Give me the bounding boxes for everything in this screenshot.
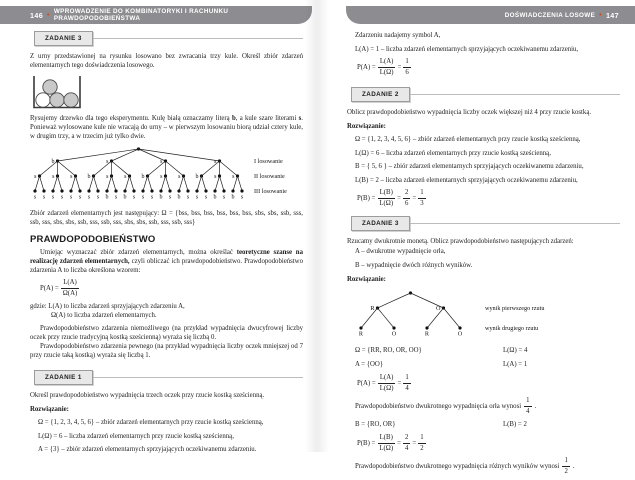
section-title: PRAWDOPODOBIEŃSTWO: [30, 234, 156, 245]
svg-text:s: s: [78, 194, 82, 201]
svg-text:s: s: [168, 194, 172, 201]
svg-text:s: s: [33, 194, 37, 201]
zadanie-3-task-right: Rzucamy dwukrotnie monetą. Oblicz prawdopodobieństwo następujących zdarzeń:: [347, 238, 574, 245]
solution-line: B – wypadnięcie dwóch różnych wyników.: [355, 261, 473, 269]
chapter-title: WPROWADZENIE DO KOMBINATORYKI I RACHUNKU PRAWDOPODOBIEŃSTWA: [53, 8, 229, 22]
zadanie-3-heading: [30, 31, 303, 46]
heading-rule: [93, 38, 303, 39]
svg-text:s: s: [178, 174, 181, 180]
zadanie-2-label: ZADANIE 2: [351, 87, 410, 102]
definition-pair: Ω = {RR, RO, OR, OO} L(Ω) = 4: [355, 346, 528, 354]
svg-text:s: s: [87, 194, 91, 201]
header-bullet-icon: •: [599, 11, 602, 19]
solution-label: Rozwiązanie:: [347, 123, 386, 130]
svg-text:s: s: [52, 174, 55, 180]
svg-text:s: s: [106, 159, 109, 165]
tree-diagram-coin: [347, 288, 617, 342]
svg-text:s: s: [240, 194, 244, 201]
svg-text:s: s: [186, 194, 190, 201]
zadanie-1-heading: [30, 370, 303, 385]
definition-pair: B = {RO, OR} L(B) = 2: [355, 420, 527, 428]
solution-line: L(Ω) = 6 – liczba zdarzeń elementarnych przy rzucie kostką sześcienną,: [38, 432, 234, 440]
svg-text:s: s: [132, 194, 136, 201]
svg-text:s: s: [69, 194, 73, 201]
fraction: $\frac{1}{2}$: [564, 456, 568, 475]
note-certain-event: Prawdopodobieństwo zdarzenia pewnego (na przykład wypadnięcia liczby oczek mniejszej od 7 przy rzucie taką kostką) wyraża się liczbą 1.: [30, 343, 303, 359]
svg-text:b: b: [177, 194, 181, 201]
svg-text:s: s: [141, 194, 145, 201]
svg-text:I losowanie: I losowanie: [254, 158, 283, 165]
svg-text:s: s: [204, 194, 208, 201]
fraction: $\frac{1}{6}$: [405, 58, 409, 76]
fraction: $\frac{1}{3}$: [420, 189, 424, 207]
zadanie-2-result-formula: P(B) = $\frac{L(B)}{L(\Omega)}$ = $\frac{2}{6}$ = $\frac{1}{3}$: [357, 189, 424, 207]
solution-line: Ω = {1, 2, 3, 4, 5, 6} – zbiór zdarzeń elementarnych przy rzucie kostką sześcienną,: [355, 136, 581, 143]
svg-text:s: s: [34, 174, 37, 180]
page-number-left: 146: [30, 10, 44, 20]
zadanie-1-task: Określ prawdopodobieństwo wypadnięcia trzech oczek przy rzucie kostką sześcienną.: [30, 392, 265, 399]
probability-intro: Umiejąc wyznaczać zbiór zdarzeń elementarnych, można określać teoretyczne szanse na realizację zdarzeń elementarnych, czyli obliczać ich prawdopodobieństwo. Prawdopodobieństwo zdarzenia A to liczba określona wzorem:: [30, 249, 303, 274]
solution-line: L(A) = 1 – liczba zdarzeń elementarnych sprzyjających oczekiwanemu zdarzeniu,: [355, 45, 579, 53]
fraction: $\frac{L(B)}{L(\Omega)}$: [379, 433, 394, 452]
svg-text:b: b: [159, 194, 163, 201]
svg-text:s: s: [114, 194, 118, 201]
omega-and-event-a: [347, 346, 620, 369]
svg-text:wynik drugiego rzutu: wynik drugiego rzutu: [485, 324, 539, 332]
fraction: $\frac{L(A)}{L(\Omega)}$: [379, 58, 394, 76]
zadanie-2-task: Oblicz prawdopodobieństwo wypadnięcia liczby oczek większej niż 4 przy rzucie kostką.: [347, 109, 592, 116]
zadanie-3-label-right: ZADANIE 3: [351, 216, 410, 231]
svg-text:s: s: [124, 174, 127, 180]
svg-text:b: b: [87, 174, 91, 180]
svg-text:s: s: [195, 194, 199, 201]
zadanie-1-label: ZADANIE 1: [34, 370, 93, 385]
svg-text:s: s: [96, 194, 100, 201]
fraction: $\frac{2}{4}$: [404, 433, 409, 452]
heading-rule: [410, 94, 620, 95]
legend-line-2: Ω(A) to liczba zdarzeń elementarnych.: [51, 312, 157, 319]
svg-text:s: s: [160, 174, 163, 180]
svg-text:s: s: [214, 159, 217, 165]
svg-text:s: s: [42, 194, 46, 201]
definition-pair: A = {OO} L(A) = 1: [355, 360, 528, 368]
svg-text:s: s: [214, 174, 217, 180]
fraction: $\frac{L(A)}{\Omega(A)}$: [62, 279, 78, 297]
solution-line: A = {3} – zbiór zdarzeń elementarnych sprzyjających oczekiwanemu zdarzeniu.: [38, 446, 257, 453]
heading-rule: [93, 377, 303, 378]
page-header-left: [0, 6, 312, 24]
note-impossible-event: Prawdopodobieństwo zdarzenia niemożliwego (na przykład wypadnięcia dwucyfrowej liczby oczek przy rzucie tradycyjną kostką sześcienną) wyraża się liczbą 0.: [30, 325, 303, 341]
formula-legend: [30, 302, 303, 320]
zadanie-2-heading: [347, 87, 620, 102]
page-number-right: 147: [605, 10, 619, 20]
page-left: [0, 0, 317, 452]
tree-diagram-urn: [30, 145, 310, 205]
heading-rule: [410, 223, 620, 224]
svg-text:R: R: [370, 304, 375, 312]
svg-text:II losowanie: II losowanie: [254, 173, 285, 180]
header-bullet-icon: •: [47, 11, 50, 19]
page-right: [317, 0, 635, 475]
svg-text:III losowanie: III losowanie: [254, 188, 287, 195]
svg-text:s: s: [70, 174, 73, 180]
tree-explanation: Rysujemy drzewko dla tego eksperymentu. Kulę białą oznaczamy literą b, a kule szare literami s. Ponieważ wylosowane kule nie wracają do urny – w pierwszym losowaniu biorą udział cztery kule, w drugim trzy, a w trzecim już tylko dwie.: [30, 115, 303, 140]
svg-text:b: b: [105, 194, 109, 201]
fraction: $\frac{L(B)}{L(\Omega)}$: [379, 189, 394, 207]
page-header-right: [346, 6, 635, 24]
zadanie-3-task: Z urny przedstawionej na rysunku losowano bez zwracania trzy kule. Określ zbiór zdarzeń elementarnych tego doświadczenia losowego.: [30, 53, 303, 69]
solution-label: Rozwiązanie:: [347, 275, 386, 283]
svg-text:b: b: [141, 174, 145, 180]
solution-label: Rozwiązanie:: [30, 406, 69, 413]
zadanie-3-label: ZADANIE 3: [34, 31, 93, 46]
left-content-column: [30, 31, 303, 459]
zadanie-1-solution: [30, 418, 303, 454]
svg-text:O: O: [436, 304, 441, 312]
svg-text:s: s: [232, 174, 235, 180]
svg-text:s: s: [106, 174, 109, 180]
event-b-formula: P(B) = $\frac{L(B)}{L(\Omega)}$ = $\frac{2}{4}$ = $\frac{1}{2}$: [357, 433, 424, 452]
svg-text:b: b: [213, 194, 217, 201]
svg-text:b: b: [231, 194, 235, 201]
svg-text:b: b: [123, 194, 127, 201]
event-a-formula: P(A) = $\frac{L(A)}{L(\Omega)}$ = $\frac{1}{4}$: [357, 373, 409, 392]
zadanie-1-result-formula: P(A) = $\frac{L(A)}{L(\Omega)}$ = $\frac{1}{6}$: [357, 58, 409, 76]
svg-text:b: b: [195, 174, 199, 180]
omega-set-text: Zbiór zdarzeń elementarnych jest następujący: Ω = {bss, bss, bss, bss, bss, bss, sbs, sbs, ssb, sss, ssb, sss, sbs, sbs, ssb, sss, ssb, sss, sbs, sbs, ssb, sss, ssb, sss}: [30, 210, 303, 226]
fraction: $\frac{1}{4}$: [526, 396, 530, 415]
event-b-conclusion: Prawdopodobieństwo dwukrotnego wypadnięcia różnych wyników wynosi $\frac{1}{2}$ .: [355, 456, 575, 475]
svg-text:b: b: [51, 159, 55, 165]
svg-text:R: R: [424, 330, 430, 337]
event-b-definition: [347, 420, 620, 429]
right-content-column: [347, 31, 620, 480]
zadanie-3-heading-right: [347, 216, 620, 231]
svg-text:R: R: [358, 330, 364, 337]
fraction: $\frac{2}{6}$: [404, 189, 409, 207]
solution-line: Ω = {1, 2, 3, 4, 5, 6} – zbiór zdarzeń elementarnych przy rzucie kostką sześcienną,: [38, 419, 264, 426]
zadanie-3-events: [347, 247, 620, 270]
fraction: $\frac{1}{2}$: [420, 433, 424, 452]
solution-line: B = { 5, 6 } – zbiór zdarzeń elementarnych sprzyjających oczekiwanemu zdarzeniu,: [355, 163, 584, 170]
fraction: $\frac{L(A)}{L(\Omega)}$: [379, 373, 394, 392]
probability-formula: P(A) = $\frac{L(A)}{\Omega(A)}$: [40, 279, 78, 297]
svg-text:s: s: [60, 194, 64, 201]
chapter-title-right: DOŚWIADCZENIA LOSOWE: [504, 11, 596, 19]
svg-text:O: O: [457, 330, 463, 337]
zadanie-2-solution: [347, 135, 620, 185]
solution-line: L(Ω) = 6 – liczba zdarzeń elementarnych przy rzucie kostką sześcienną,: [355, 149, 551, 157]
solution-line: L(B) = 2 – liczba zdarzeń elementarnych sprzyjających oczekiwanemu zdarzeniu,: [355, 176, 578, 184]
svg-text:s: s: [150, 194, 154, 201]
legend-line-1: gdzie: L(A) to liczba zdarzeń sprzyjających zdarzeniu A,: [30, 303, 185, 310]
solution-line: A – dwukrotne wypadnięcie orła,: [355, 248, 446, 255]
urn-diagram: [30, 74, 84, 110]
svg-text:s: s: [51, 194, 55, 201]
zadanie-1-solution-continued: [347, 31, 620, 54]
fraction: $\frac{1}{4}$: [405, 373, 409, 392]
svg-text:s: s: [222, 194, 226, 201]
urn-figure: [30, 74, 303, 110]
svg-text:s: s: [160, 159, 163, 165]
svg-text:wynik pierwszego rzutu: wynik pierwszego rzutu: [485, 304, 545, 312]
svg-text:O: O: [391, 330, 397, 337]
solution-line: Zdarzeniu nadajemy symbol A,: [355, 32, 441, 39]
event-a-conclusion: Prawdopodobieństwo dwukrotnego wypadnięcia orła wynosi $\frac{1}{4}$ .: [355, 396, 537, 415]
